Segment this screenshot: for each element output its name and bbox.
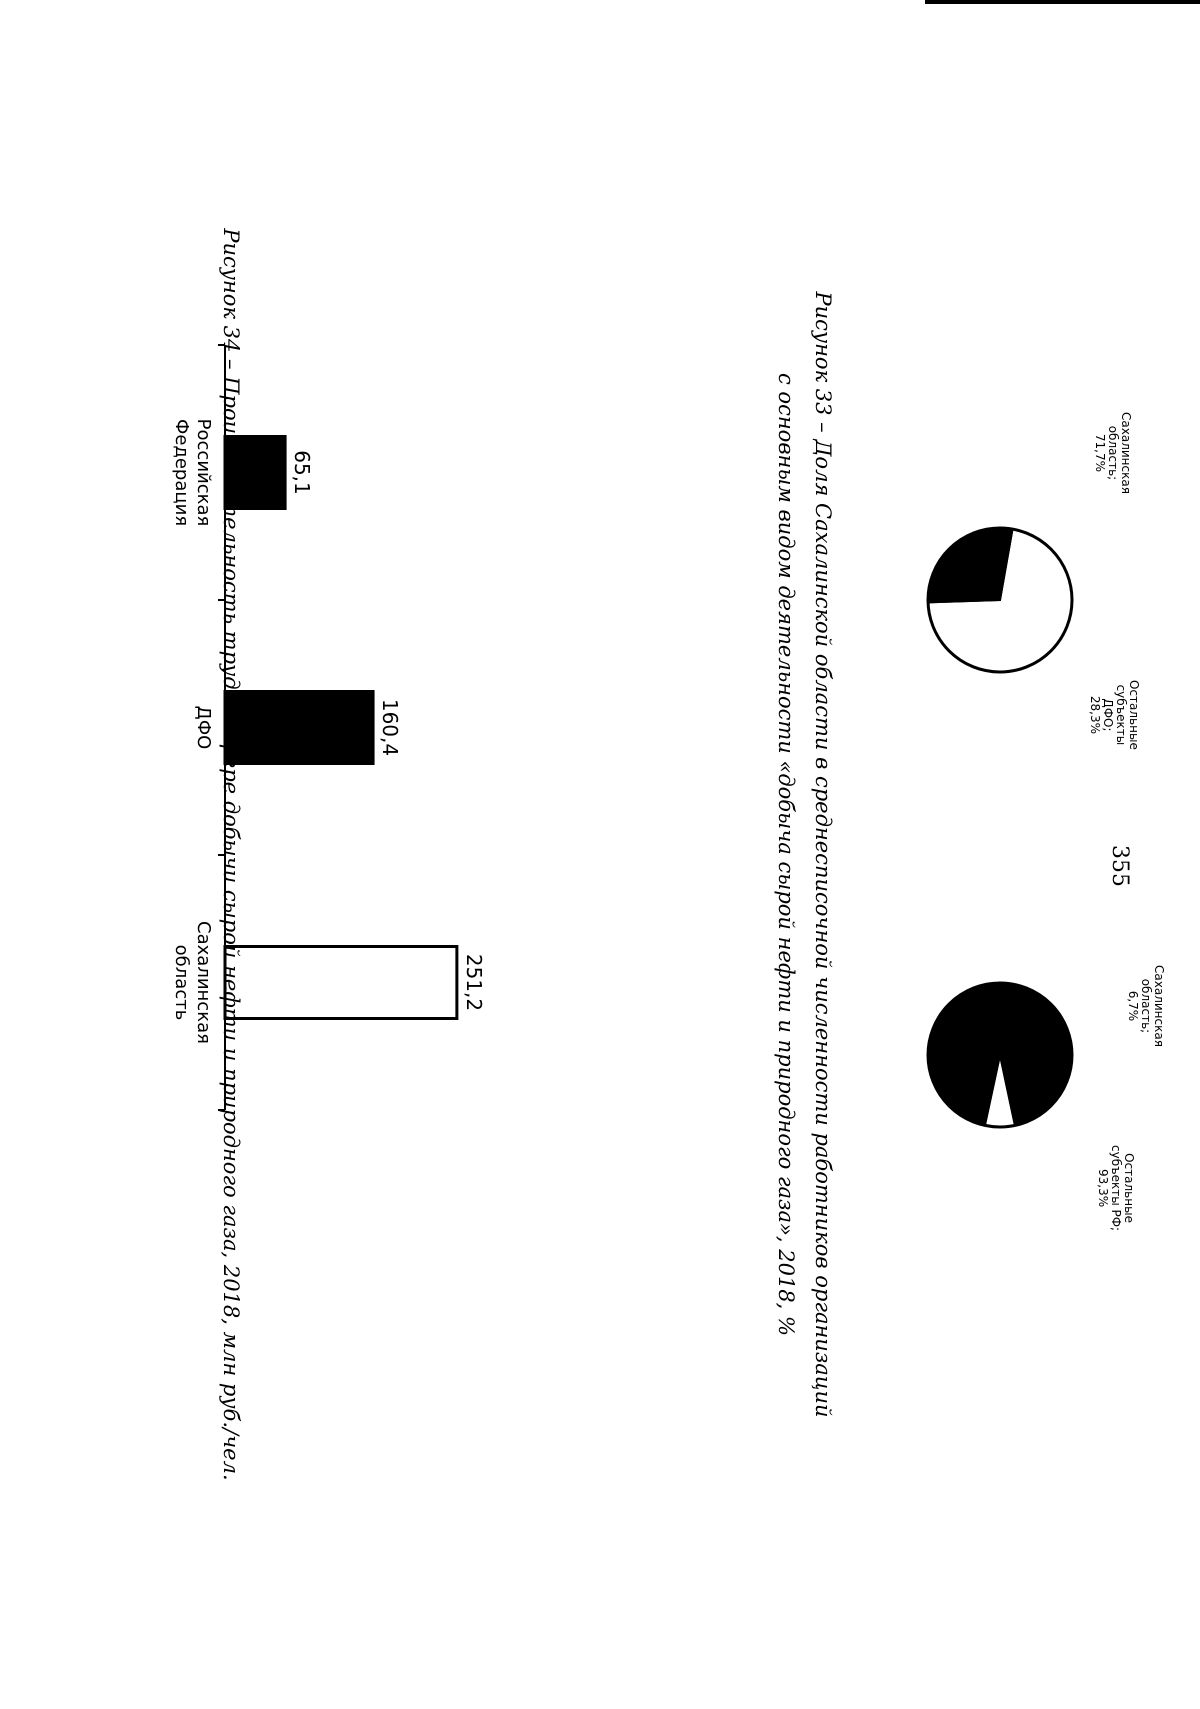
- bar-chart-productivity: [140, 345, 486, 1145]
- bar-3: [225, 947, 457, 1019]
- category-label-3: Сахалинская: [193, 921, 214, 1044]
- category-label-1: Федерация: [171, 418, 192, 527]
- category-label-1: Российская: [193, 418, 214, 527]
- bar-value-label-1: 65,1: [290, 450, 315, 495]
- pie-chart-dfo: [920, 520, 1080, 680]
- figure34-caption: Рисунок 34 – Производительность труда в сфере добычи сырой нефти и природного газа, 2018, млн руб./чел.: [219, 228, 243, 1481]
- pie1-slice2-label: Остальные субъекты ДФО; 28,3%: [1088, 680, 1141, 750]
- bar-chart-svg: [140, 345, 486, 1145]
- bar-value-label-3: 251,2: [461, 953, 486, 1012]
- pie1-slice1-label: Сахалинская область; 71,7%: [1093, 412, 1133, 494]
- bar-value-label-2: 160,4: [378, 698, 403, 757]
- pie-chart-rf-svg: [920, 975, 1080, 1135]
- figure33-caption-line2: с основным видом деятельности «добыча сырой нефти и природного газа», 2018, %: [774, 373, 798, 1336]
- bar-2: [225, 692, 373, 764]
- pie1-slice-2: [928, 528, 1012, 602]
- pie-chart-rf: [920, 975, 1080, 1135]
- pie2-slice2-label: Остальные субъекты РФ; 93,3%: [1096, 1145, 1136, 1232]
- figure33-caption-line1: Рисунок 33 – Доля Сахалинской области в среднесписочной численности работников организаций: [811, 291, 835, 1418]
- category-label-3: область: [171, 944, 192, 1021]
- page-number: 355: [1107, 845, 1132, 887]
- category-label-2: ДФО: [193, 705, 214, 750]
- pie-chart-dfo-svg: [920, 520, 1080, 680]
- pie2-slice1-label: Сахалинская область; 6,7%: [1126, 965, 1166, 1047]
